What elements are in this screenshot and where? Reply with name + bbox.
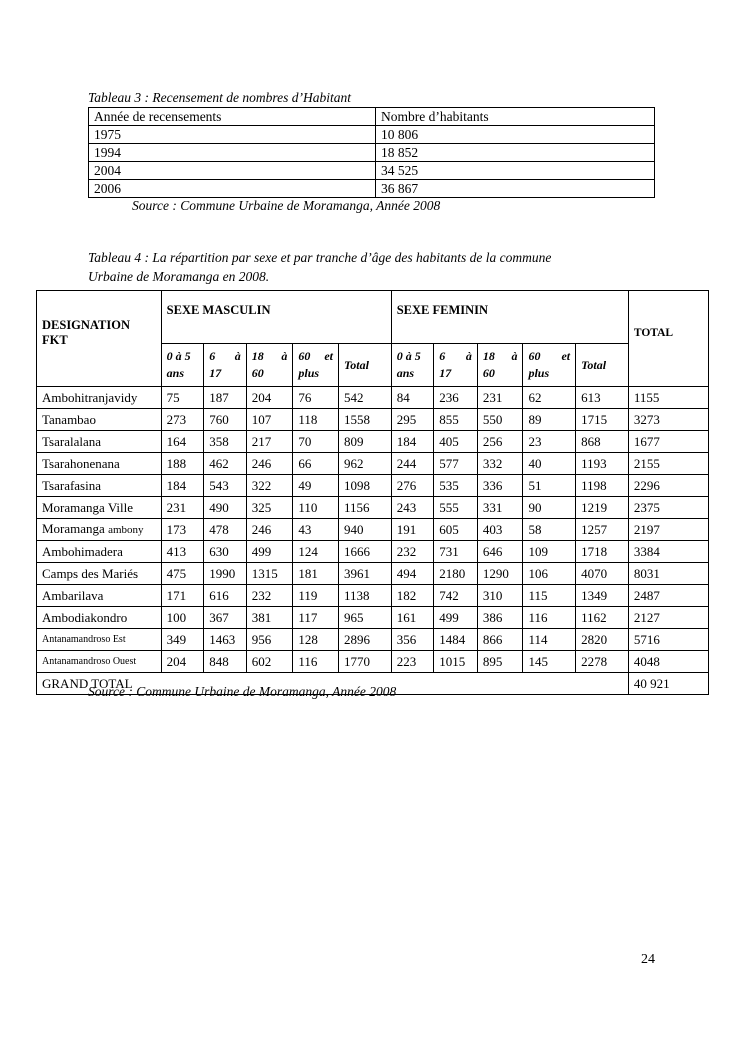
cell: 232 <box>391 541 434 563</box>
cell: 577 <box>434 453 478 475</box>
sub-line: 17 <box>209 366 222 380</box>
cell: 1994 <box>89 144 376 162</box>
row-designation: Tsaralalana <box>37 431 162 453</box>
cell: 184 <box>161 475 204 497</box>
cell: 499 <box>246 541 293 563</box>
cell: 173 <box>161 519 204 541</box>
cell: 2197 <box>628 519 708 541</box>
cell: 100 <box>161 607 204 629</box>
cell: 1315 <box>246 563 293 585</box>
cell: 310 <box>477 585 523 607</box>
cell: 349 <box>161 629 204 651</box>
row-designation: Camps des Mariés <box>37 563 162 585</box>
cell: 90 <box>523 497 576 519</box>
sub-word: 6 <box>209 349 216 363</box>
sub-word: à <box>234 349 241 363</box>
table-row <box>89 162 655 180</box>
cell: 66 <box>293 453 339 475</box>
sub-line: 60 <box>482 366 495 380</box>
cell: 10 806 <box>376 126 655 144</box>
sub-word: 6 <box>439 349 446 363</box>
cell: 413 <box>161 541 204 563</box>
cell: 630 <box>204 541 247 563</box>
sub-line: ans <box>396 366 415 380</box>
row-designation: Antanamandroso Est <box>37 629 162 651</box>
cell: 119 <box>293 585 339 607</box>
table-row <box>37 497 709 519</box>
cell: 1155 <box>628 387 708 409</box>
cell: 128 <box>293 629 339 651</box>
cell: 616 <box>204 585 247 607</box>
row-designation: Antanamandroso Ouest <box>37 651 162 673</box>
sub-line: 17 <box>439 366 452 380</box>
row-designation: Tsarahonenana <box>37 453 162 475</box>
sub-line: ans <box>166 366 184 380</box>
cell: 403 <box>477 519 523 541</box>
cell: 3273 <box>628 409 708 431</box>
table-row <box>37 563 709 585</box>
sub-word: 18 <box>251 349 264 363</box>
cell: 1219 <box>576 497 629 519</box>
subheader-total: Total <box>339 344 392 387</box>
cell: 4048 <box>628 651 708 673</box>
cell: 188 <box>161 453 204 475</box>
cell: 2375 <box>628 497 708 519</box>
cell: 187 <box>204 387 247 409</box>
cell: 535 <box>434 475 478 497</box>
cell: 322 <box>246 475 293 497</box>
table-row <box>37 607 709 629</box>
cell: 1718 <box>576 541 629 563</box>
cell: 76 <box>293 387 339 409</box>
cell: 760 <box>204 409 247 431</box>
cell: 1975 <box>89 126 376 144</box>
cell: 243 <box>391 497 434 519</box>
table-row <box>37 519 709 541</box>
cell: 1484 <box>434 629 478 651</box>
cell: 75 <box>161 387 204 409</box>
row-designation: Ambohimadera <box>37 541 162 563</box>
sub-word: à <box>465 349 472 363</box>
cell: 2896 <box>339 629 392 651</box>
cell: 273 <box>161 409 204 431</box>
subheader-total: Total <box>576 344 629 387</box>
cell: 89 <box>523 409 576 431</box>
cell: 895 <box>477 651 523 673</box>
table4-source: Source : Commune Urbaine de Moramanga, Année 2008 <box>88 684 397 699</box>
cell: 1198 <box>576 475 629 497</box>
table4-caption-line2: Urbaine de Moramanga en 2008. <box>88 269 270 284</box>
header-male: SEXE MASCULIN <box>161 291 391 344</box>
cell: 555 <box>434 497 478 519</box>
cell: 646 <box>477 541 523 563</box>
cell: 613 <box>576 387 629 409</box>
table-row <box>89 144 655 162</box>
cell: 36 867 <box>376 180 655 198</box>
cell: 182 <box>391 585 434 607</box>
sub-line: 0 à 5 <box>166 349 191 363</box>
row-designation: Tanambao <box>37 409 162 431</box>
cell: 602 <box>246 651 293 673</box>
sub-word: à <box>281 349 288 363</box>
sub-line: plus <box>298 366 320 380</box>
subheader-age-60-plus <box>293 344 339 387</box>
sub-line: plus <box>528 366 550 380</box>
cell: 499 <box>434 607 478 629</box>
cell: 4070 <box>576 563 629 585</box>
cell: 49 <box>293 475 339 497</box>
cell: 462 <box>204 453 247 475</box>
table-header-row <box>37 291 709 344</box>
cell: 236 <box>434 387 478 409</box>
census-table <box>88 107 655 198</box>
cell: 244 <box>391 453 434 475</box>
cell: 276 <box>391 475 434 497</box>
cell: 191 <box>391 519 434 541</box>
cell: 34 525 <box>376 162 655 180</box>
table3-source: Source : Commune Urbaine de Moramanga, Année 2008 <box>132 198 441 213</box>
cell: 184 <box>391 431 434 453</box>
cell: 115 <box>523 585 576 607</box>
cell: 70 <box>293 431 339 453</box>
subheader-age-18-60 <box>246 344 293 387</box>
cell: 1257 <box>576 519 629 541</box>
cell: 5716 <box>628 629 708 651</box>
cell: 40 <box>523 453 576 475</box>
cell: 2127 <box>628 607 708 629</box>
row-designation: Ambarilava <box>37 585 162 607</box>
sub-word: et <box>561 349 571 363</box>
cell: 336 <box>477 475 523 497</box>
cell: 332 <box>477 453 523 475</box>
table-row <box>37 585 709 607</box>
cell: 3961 <box>339 563 392 585</box>
cell: 386 <box>477 607 523 629</box>
cell: 1015 <box>434 651 478 673</box>
cell: 490 <box>204 497 247 519</box>
cell: 356 <box>391 629 434 651</box>
cell: 358 <box>204 431 247 453</box>
cell: 204 <box>161 651 204 673</box>
cell: 866 <box>477 629 523 651</box>
table-row <box>37 453 709 475</box>
cell: 494 <box>391 563 434 585</box>
subheader-age-0-5 <box>391 344 434 387</box>
table-row <box>37 409 709 431</box>
cell: 855 <box>434 409 478 431</box>
cell: 550 <box>477 409 523 431</box>
cell: 256 <box>477 431 523 453</box>
cell: 232 <box>246 585 293 607</box>
cell: 367 <box>204 607 247 629</box>
cell: 2004 <box>89 162 376 180</box>
cell: 325 <box>246 497 293 519</box>
row-designation: Ambohitranjavidy <box>37 387 162 409</box>
subheader-age-0-5 <box>161 344 204 387</box>
cell: 246 <box>246 453 293 475</box>
cell: 107 <box>246 409 293 431</box>
cell: 2006 <box>89 180 376 198</box>
cell: 116 <box>293 651 339 673</box>
cell: 145 <box>523 651 576 673</box>
sub-line: 0 à 5 <box>396 349 421 363</box>
cell: 18 852 <box>376 144 655 162</box>
cell: 2155 <box>628 453 708 475</box>
cell: 8031 <box>628 563 708 585</box>
cell: 1666 <box>339 541 392 563</box>
sub-word: 60 <box>298 349 311 363</box>
table-row <box>37 387 709 409</box>
cell: 1193 <box>576 453 629 475</box>
cell: 1715 <box>576 409 629 431</box>
cell: 965 <box>339 607 392 629</box>
table-row <box>37 431 709 453</box>
header-female: SEXE FEMININ <box>391 291 628 344</box>
cell: 2487 <box>628 585 708 607</box>
cell: 956 <box>246 629 293 651</box>
cell: 181 <box>293 563 339 585</box>
cell: 223 <box>391 651 434 673</box>
cell: 475 <box>161 563 204 585</box>
cell: 331 <box>477 497 523 519</box>
header-population: Nombre d’habitants <box>376 108 655 126</box>
cell: 1770 <box>339 651 392 673</box>
cell: 106 <box>523 563 576 585</box>
cell: 117 <box>293 607 339 629</box>
cell: 542 <box>339 387 392 409</box>
cell: 62 <box>523 387 576 409</box>
table-row <box>37 541 709 563</box>
cell: 1156 <box>339 497 392 519</box>
table-row <box>89 180 655 198</box>
row-designation <box>37 519 162 541</box>
cell: 295 <box>391 409 434 431</box>
cell: 2278 <box>576 651 629 673</box>
table-row <box>37 651 709 673</box>
row-designation: Tsarafasina <box>37 475 162 497</box>
cell: 1677 <box>628 431 708 453</box>
cell: 605 <box>434 519 478 541</box>
subheader-age-60-plus <box>523 344 576 387</box>
cell: 809 <box>339 431 392 453</box>
cell: 246 <box>246 519 293 541</box>
sub-word: à <box>511 349 518 363</box>
cell: 51 <box>523 475 576 497</box>
row-designation-main: Moramanga <box>42 521 105 536</box>
subheader-age-6-17 <box>434 344 478 387</box>
cell: 742 <box>434 585 478 607</box>
cell: 2180 <box>434 563 478 585</box>
cell: 405 <box>434 431 478 453</box>
header-designation: DESIGNATION FKT <box>37 291 162 387</box>
sub-word: et <box>324 349 333 363</box>
cell: 114 <box>523 629 576 651</box>
table4-caption-line1: Tableau 4 : La répartition par sexe et par tranche d’âge des habitants de la commune <box>88 250 552 265</box>
cell: 118 <box>293 409 339 431</box>
table-row <box>37 475 709 497</box>
table-header-row <box>89 108 655 126</box>
cell: 1558 <box>339 409 392 431</box>
cell: 940 <box>339 519 392 541</box>
row-designation: Moramanga Ville <box>37 497 162 519</box>
cell: 58 <box>523 519 576 541</box>
cell: 381 <box>246 607 293 629</box>
cell: 1463 <box>204 629 247 651</box>
table-row <box>37 629 709 651</box>
cell: 164 <box>161 431 204 453</box>
cell: 171 <box>161 585 204 607</box>
row-designation-suffix: ambony <box>108 524 144 536</box>
cell: 110 <box>293 497 339 519</box>
cell: 731 <box>434 541 478 563</box>
cell: 1349 <box>576 585 629 607</box>
cell: 2296 <box>628 475 708 497</box>
cell: 84 <box>391 387 434 409</box>
cell: 1290 <box>477 563 523 585</box>
cell: 2820 <box>576 629 629 651</box>
table-body <box>37 387 709 673</box>
cell: 1162 <box>576 607 629 629</box>
cell: 231 <box>477 387 523 409</box>
header-total: TOTAL <box>628 291 708 387</box>
cell: 124 <box>293 541 339 563</box>
row-designation: Ambodiakondro <box>37 607 162 629</box>
table3-caption: Tableau 3 : Recensement de nombres d’Habitant <box>88 90 351 105</box>
table-row <box>89 126 655 144</box>
cell: 231 <box>161 497 204 519</box>
cell: 848 <box>204 651 247 673</box>
cell: 543 <box>204 475 247 497</box>
cell: 962 <box>339 453 392 475</box>
cell: 23 <box>523 431 576 453</box>
cell: 43 <box>293 519 339 541</box>
page-number: 24 <box>641 952 655 967</box>
grand-total-value: 40 921 <box>628 673 708 695</box>
cell: 116 <box>523 607 576 629</box>
population-table <box>36 290 709 695</box>
cell: 868 <box>576 431 629 453</box>
cell: 109 <box>523 541 576 563</box>
cell: 217 <box>246 431 293 453</box>
sub-line: 60 <box>251 366 264 380</box>
header-year: Année de recensements <box>89 108 376 126</box>
cell: 478 <box>204 519 247 541</box>
cell: 1098 <box>339 475 392 497</box>
grand-total-label: GRAND TOTAL <box>37 673 629 695</box>
sub-word: 60 <box>528 349 541 363</box>
cell: 204 <box>246 387 293 409</box>
sub-word: 18 <box>482 349 495 363</box>
cell: 1990 <box>204 563 247 585</box>
subheader-age-18-60 <box>477 344 523 387</box>
subheader-age-6-17 <box>204 344 247 387</box>
cell: 161 <box>391 607 434 629</box>
cell: 1138 <box>339 585 392 607</box>
cell: 3384 <box>628 541 708 563</box>
